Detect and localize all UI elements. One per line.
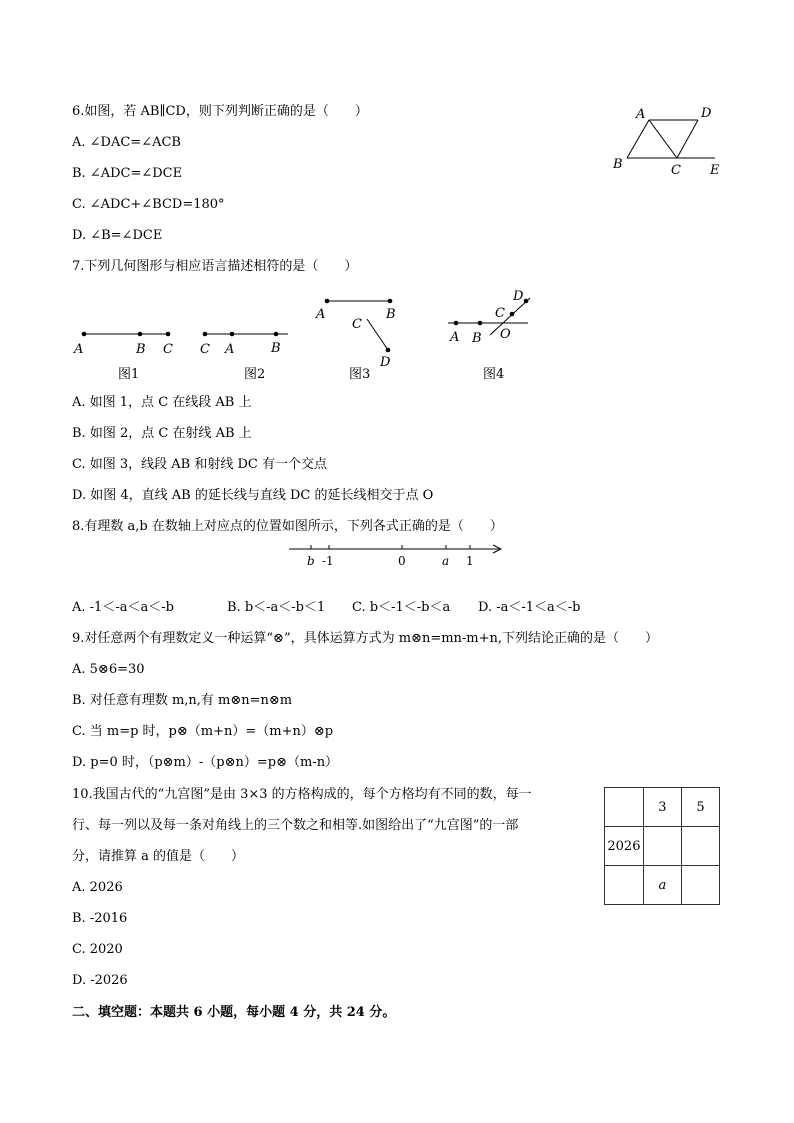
q9-option-b: B. 对任意有理数 m,n,有 m⊗n=n⊗m [72, 693, 293, 708]
fig4-label-d: D [513, 290, 524, 304]
q9-option-a: A. 5⊗6=30 [72, 662, 145, 677]
q6-label-d: D [701, 106, 712, 121]
q6-stem: 6.如图，若 AB∥CD，则下列判断正确的是（ ） [72, 104, 368, 119]
q7-stem: 7.下列几何图形与相应语言描述相符的是（ ） [72, 259, 358, 274]
q9-option-d: D. p=0 时，（p⊗m）-（p⊗n）=p⊗（m-n） [72, 755, 339, 770]
q10-stem-line-2: 行、每一列以及每一条对角线上的三个数之和相等.如图给出了“九宫图”的一部 [72, 818, 519, 833]
grid-row [605, 788, 720, 827]
fig3-label-d: D [380, 355, 391, 370]
q10-option-d: D. -2026 [72, 973, 128, 988]
q7-option-d: D. 如图 4，直线 AB 的延长线与直线 DC 的延长线相交于点 O [72, 488, 434, 503]
grid-cell: 3 [643, 788, 681, 827]
q6-label-a: A [636, 107, 646, 122]
fig4-label-a: A [450, 330, 460, 345]
q6-parallelogram-figure [605, 100, 725, 180]
fig4-caption: 图4 [483, 367, 505, 382]
fig3-label-a: A [316, 307, 326, 322]
q6-option-d: D. ∠B=∠DCE [72, 228, 163, 243]
fig4-label-b: B [472, 331, 482, 346]
q10-option-c: C. 2020 [72, 942, 123, 957]
axis-label-one: 1 [466, 554, 474, 568]
q10-stem-line-3: 分，请推算 a 的值是（ ） [72, 849, 245, 864]
q8-option-c: C. b＜-1＜-b＜a [352, 600, 451, 615]
q7-figure-1 [73, 332, 173, 382]
q8-option-a: A. -1＜-a＜a＜-b [72, 600, 174, 615]
q8-option-d: D. -a＜-1＜a＜-b [478, 600, 581, 615]
fig3-label-b: B [386, 307, 396, 322]
fig1-label-a: A [74, 342, 84, 357]
grid-cell: 2026 [605, 827, 644, 866]
q7-option-b: B. 如图 2，点 C 在射线 AB 上 [72, 426, 252, 441]
q7-figure-4 [448, 290, 530, 382]
fig2-caption: 图2 [244, 367, 266, 382]
q8-option-b: B. b＜-a＜-b＜1 [227, 600, 326, 615]
axis-label-zero: 0 [398, 554, 406, 568]
grid-cell [605, 866, 644, 905]
fig4-label-o: O [500, 327, 511, 342]
q7-option-a: A. 如图 1，点 C 在线段 AB 上 [72, 395, 252, 410]
section-heading-fill-in: 二、填空题：本题共 6 小题，每小题 4 分，共 24 分。 [72, 1005, 396, 1020]
fig1-label-b: B [136, 342, 146, 357]
fig2-label-b: B [271, 341, 281, 356]
fig1-caption: 图1 [118, 367, 140, 382]
fig4-label-c: C [495, 306, 505, 321]
grid-row [605, 866, 720, 905]
grid-cell: 5 [681, 788, 719, 827]
grid-row [605, 827, 720, 866]
q9-option-c: C. 当 m=p 时，p⊗（m+n）=（m+n）⊗p [72, 724, 334, 739]
axis-label-b: b [307, 554, 315, 568]
q10-stem-line-1: 10.我国古代的“九宫图”是由 3×3 的方格构成的，每个方格均有不同的数，每一 [72, 787, 532, 802]
q8-stem: 8.有理数 a,b 在数轴上对应点的位置如图所示，下列各式正确的是（ ） [72, 519, 503, 534]
q10-option-b: B. -2016 [72, 911, 128, 926]
q8-number-line [285, 540, 510, 572]
q7-option-c: C. 如图 3，线段 AB 和射线 DC 有一个交点 [72, 457, 327, 472]
axis-label-neg1: -1 [322, 554, 334, 568]
q7-figure-2 [200, 332, 288, 382]
q6-label-c: C [671, 163, 681, 178]
grid-cell: a [643, 866, 681, 905]
magic-square-grid [604, 787, 720, 905]
fig2-label-c: C [200, 342, 210, 357]
fig2-label-a: A [225, 342, 235, 357]
q6-option-a: A. ∠DAC=∠ACB [72, 135, 181, 150]
q7-figures [70, 290, 540, 385]
fig1-label-c: C [163, 342, 173, 357]
fig3-label-c: C [352, 317, 362, 332]
grid-cell [643, 827, 681, 866]
q6-label-e: E [710, 163, 720, 178]
q6-option-b: B. ∠ADC=∠DCE [72, 166, 183, 181]
q10-option-a: A. 2026 [72, 880, 123, 895]
q6-label-b: B [613, 157, 623, 172]
grid-cell [605, 788, 644, 827]
fig3-caption: 图3 [349, 367, 371, 382]
grid-cell [681, 827, 719, 866]
q7-figure-3 [315, 299, 396, 382]
q9-stem: 9.对任意两个有理数定义一种运算“⊗”，具体运算方式为 m⊗n=mn-m+n,下列结论正确的是（ ） [72, 631, 659, 646]
axis-label-a: a [442, 554, 450, 568]
q6-option-c: C. ∠ADC+∠BCD=180° [72, 197, 225, 212]
grid-cell [681, 866, 719, 905]
